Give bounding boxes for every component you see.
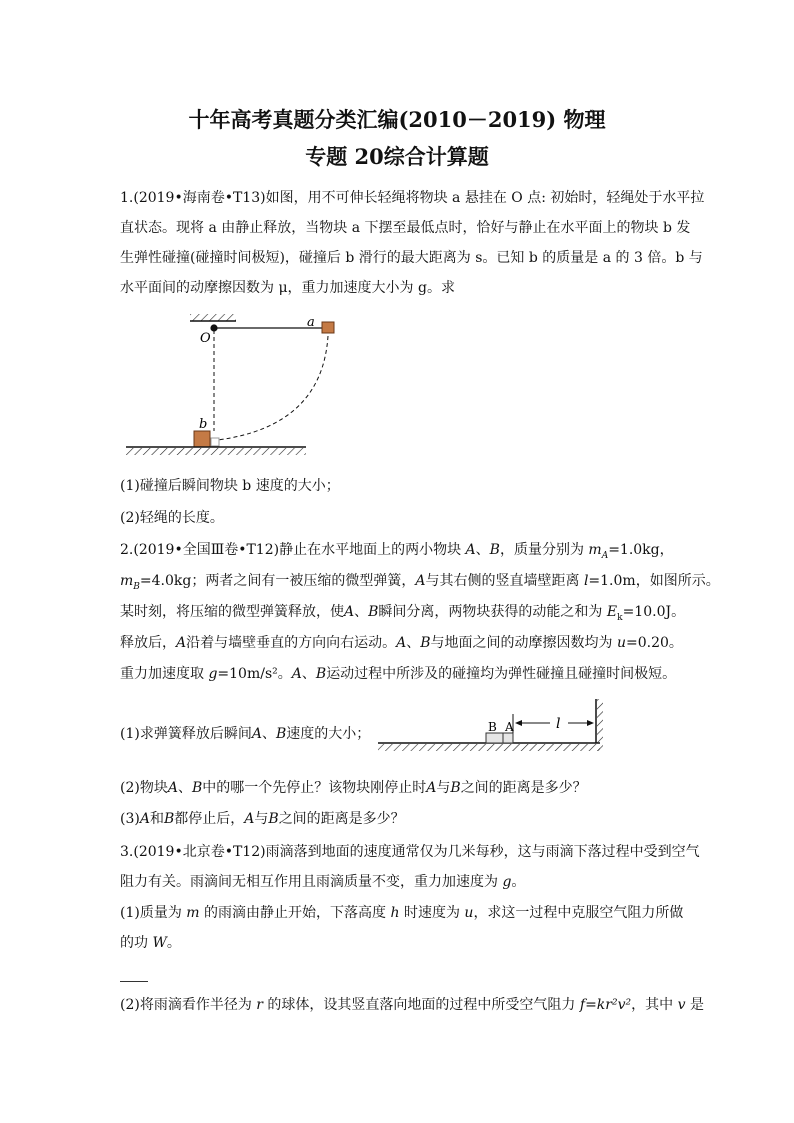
- q1-line-3: 生弹性碰撞(碰撞时间极短)，碰撞后 b 滑行的最大距离为 s。已知 b 的质量是 a 的 3 倍。b 与: [120, 250, 703, 266]
- q1-line-1: 1.(2019•海南卷•T13)如图，用不可伸长轻绳将物块 a 悬挂在 O 点: 初始时，轻绳处于水平拉: [120, 190, 705, 206]
- q2-line-1: 2.(2019•全国Ⅲ卷•T12)静止在水平地面上的两小物块 A、B，质量分别为 $m_A=1.0kg$，: [120, 542, 674, 561]
- q2-line-5: 重力加速度取 g=10m/s²。A、B运动过程中所涉及的碰撞均为弹性碰撞且碰撞时间极短。: [120, 666, 677, 682]
- q2-sub-1: (1)求弹簧释放后瞬间A、B速度的大小；: [120, 726, 371, 742]
- ground-hatch: [378, 744, 600, 751]
- block-b: [486, 733, 503, 743]
- label-block-a: A: [505, 720, 514, 734]
- block-a: [322, 322, 334, 333]
- ceiling-support: [190, 314, 236, 321]
- separator-line: [120, 981, 148, 982]
- q1-line-2: 直状态。现将 a 由静止释放，当物块 a 下摆至最低点时，恰好与静止在水平面上的物块 b 发: [120, 220, 691, 236]
- document-subtitle: 专题 20综合计算题: [305, 144, 489, 169]
- ground-hatch: [126, 448, 306, 455]
- q2-sub-3: (3)A和B都停止后，A与B之间的距离是多少？: [120, 811, 405, 827]
- label-l: l: [556, 716, 561, 732]
- block-a: [503, 733, 513, 743]
- block-a-bottom: [211, 438, 219, 446]
- q1-sub-2: (2)轻绳的长度。: [120, 510, 224, 526]
- label-block-b: B: [488, 720, 497, 734]
- arrowhead-left: [515, 720, 522, 726]
- label-o: O: [200, 331, 211, 346]
- q2-line-3: 某时刻，将压缩的微型弹簧释放，使A、B瞬间分离，两物块获得的动能之和为 $E_k=10.0J$。: [120, 604, 686, 623]
- q1-line-4: 水平面间的动摩擦因数为 μ，重力加速度大小为 g。求: [120, 280, 455, 296]
- q3-line-1: 3.(2019•北京卷•T12)雨滴落到地面的速度通常仅为几米每秒，这与雨滴下落过程中受到空气: [120, 844, 700, 860]
- q3-sub-1: (1)质量为 m 的雨滴由静止开始，下落高度 h 时速度为 u，求这一过程中克服空气阻力所做: [120, 905, 684, 921]
- q2-sub-2: (2)物块A、B中的哪一个先停止？该物块刚停止时A与B之间的距离是多少？: [120, 780, 587, 796]
- pendulum-figure: [120, 308, 360, 466]
- label-a: a: [307, 315, 315, 330]
- document-title: 十年高考真题分类汇编(2010－2019) 物理: [188, 107, 606, 132]
- block-b: [194, 431, 210, 447]
- q3-line-2: 阻力有关。雨滴间无相互作用且雨滴质量不变，重力加速度为 g。: [120, 874, 526, 890]
- wall-hatch: [597, 699, 603, 751]
- label-b: b: [199, 417, 208, 432]
- swing-arc: [218, 336, 328, 440]
- q1-sub-1: (1)碰撞后瞬间物块 b 速度的大小；: [120, 478, 340, 494]
- wall-blocks-figure: [372, 696, 612, 756]
- q2-line-4: 释放后，A沿着与墙壁垂直的方向向右运动。A、B与地面之间的动摩擦因数均为 u=0.20。: [120, 635, 683, 651]
- q2-line-2: $m_B=4.0kg$；两者之间有一被压缩的微型弹簧，A与其右侧的竖直墙壁距离 l=1.0m，如图所示。: [120, 573, 720, 592]
- q3-sub-1-cont: 的功 W。: [120, 935, 181, 951]
- arrowhead-right: [587, 720, 594, 726]
- q3-sub-2: (2)将雨滴看作半径为 r 的球体，设其竖直落向地面的过程中所受空气阻力 f=kr²v²，其中 v 是: [120, 997, 704, 1013]
